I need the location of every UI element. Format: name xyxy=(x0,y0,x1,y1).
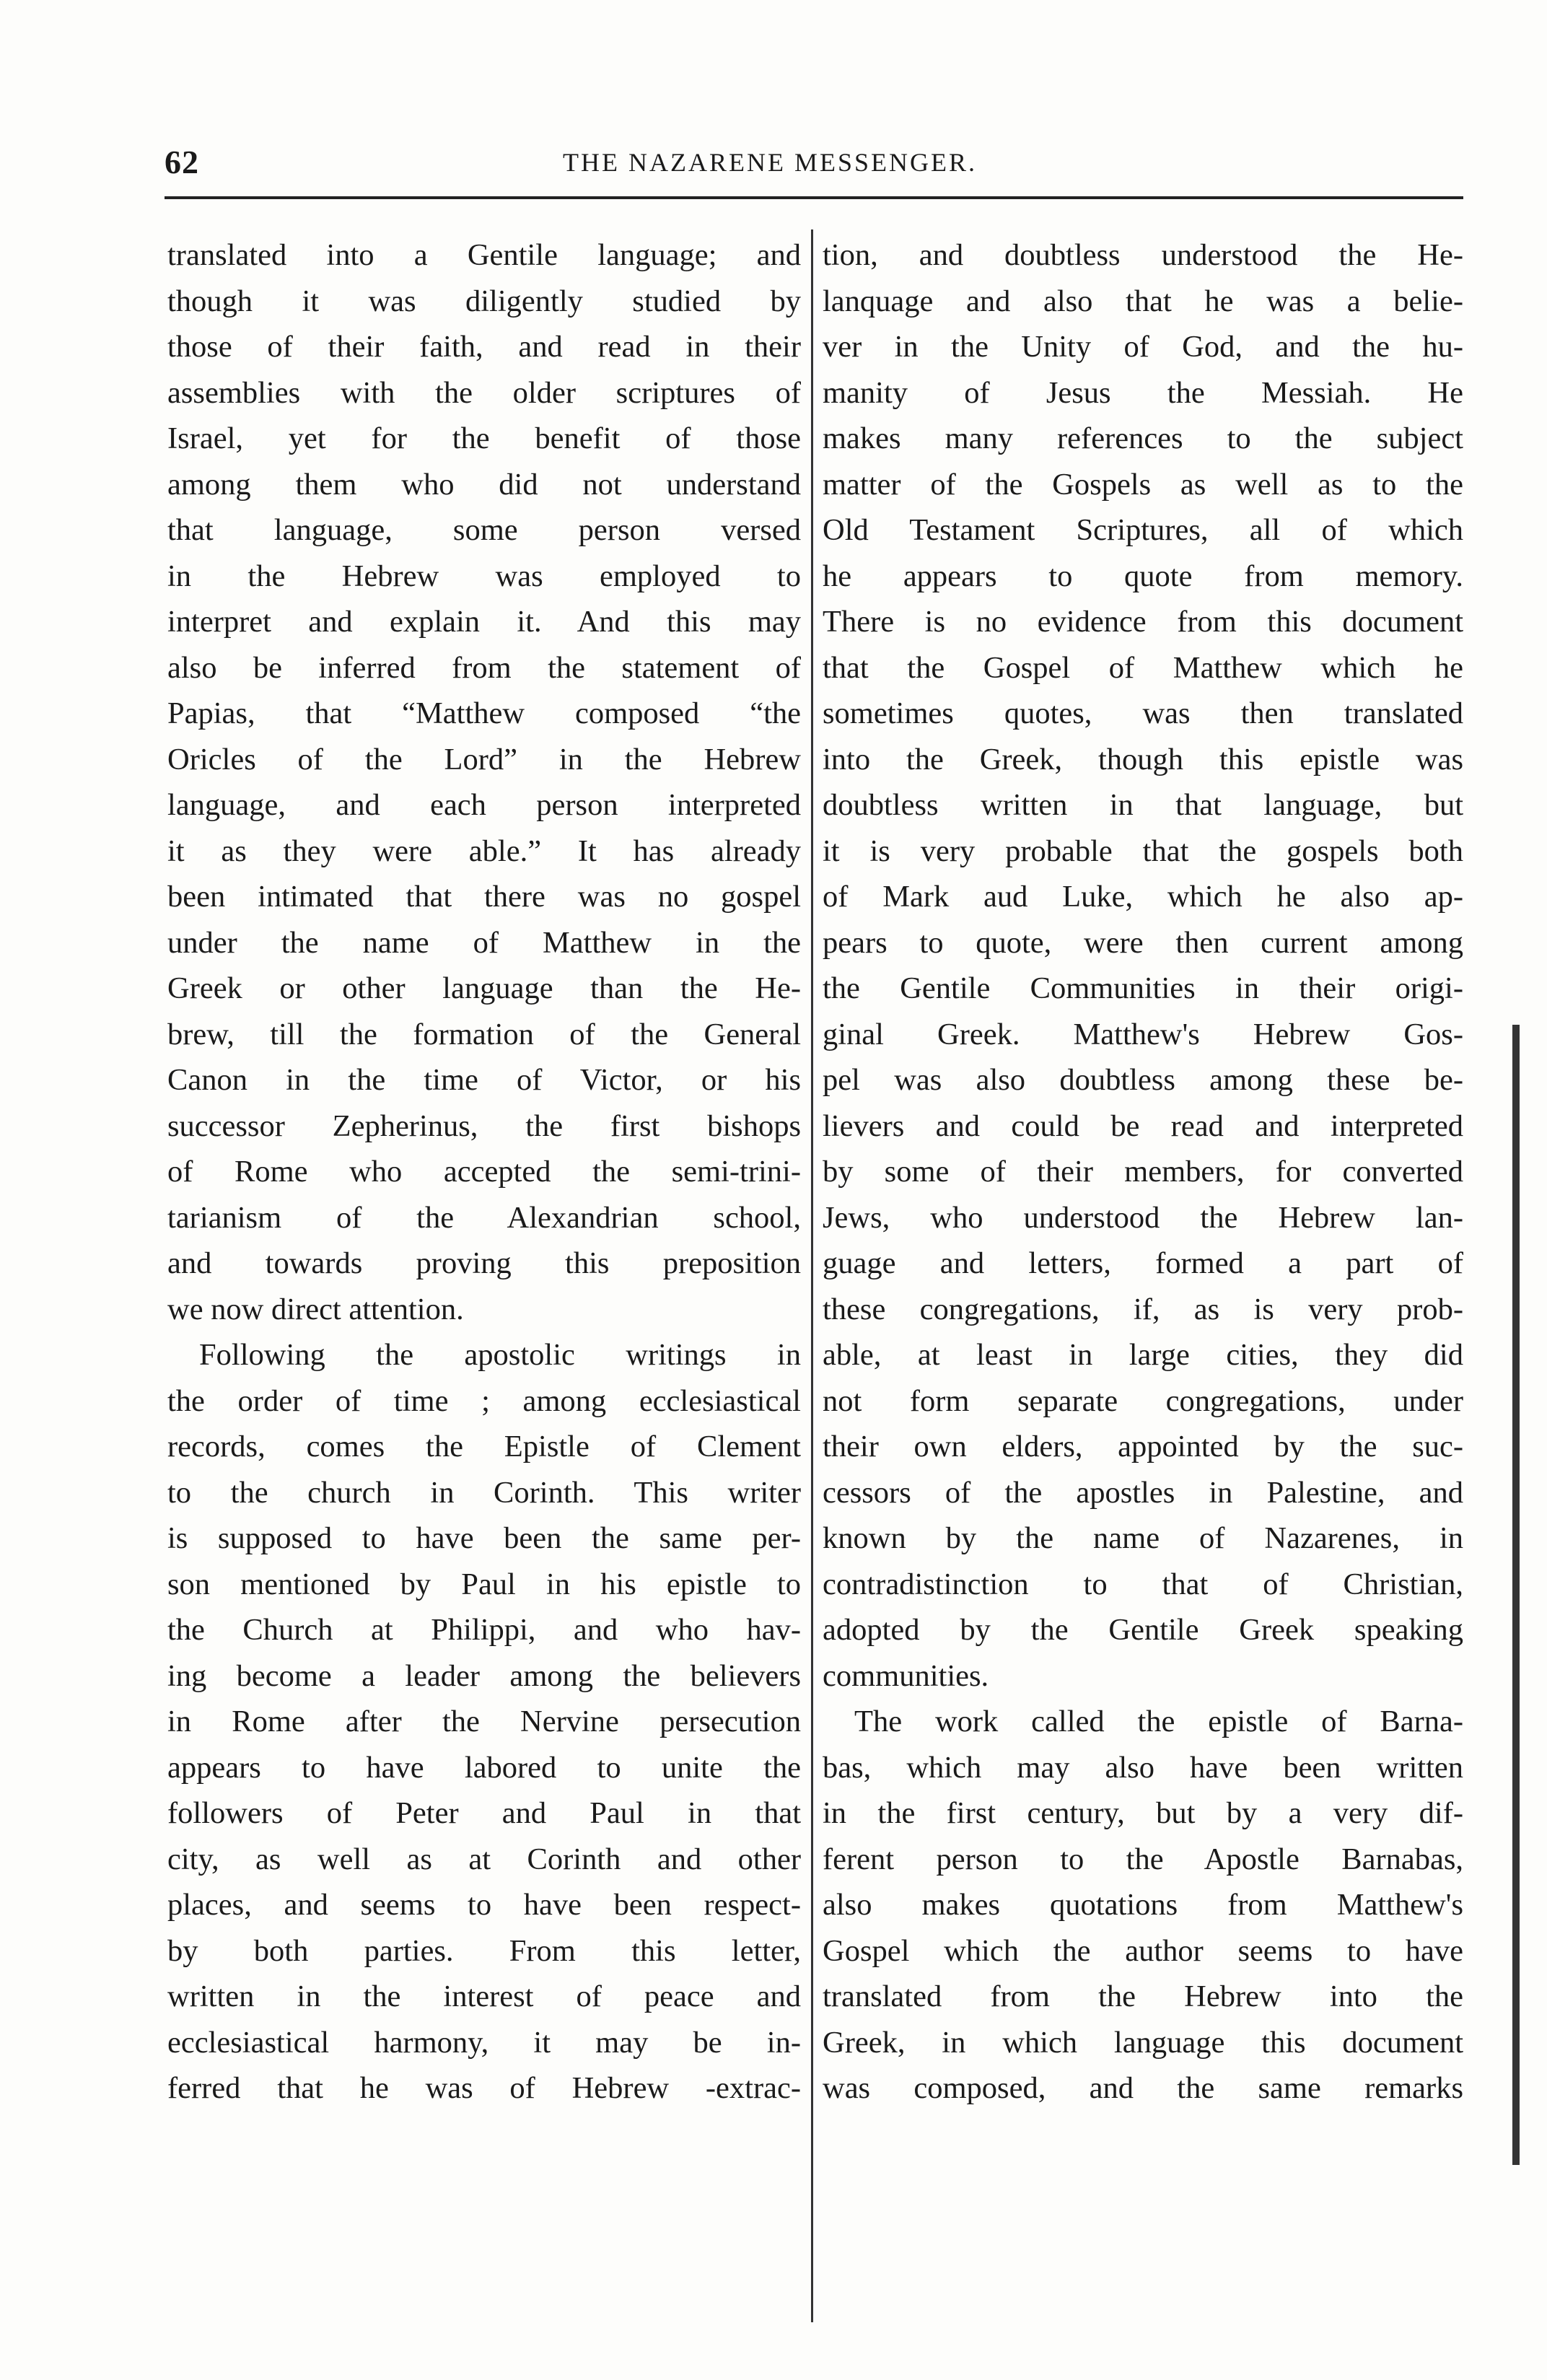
left-column-text-line: Papias, that “Matthew composed “the xyxy=(167,696,801,730)
right-column-text-line: bas, which may also have been written xyxy=(823,1750,1463,1785)
right-column-text-line: lanquage and also that he was a belie- xyxy=(823,284,1463,318)
right-column-text-line: Greek, in which language this document xyxy=(823,2025,1463,2060)
right-column-text-line: ver in the Unity of God, and the hu- xyxy=(823,330,1463,364)
right-column-text-line: of Mark aud Luke, which he also ap- xyxy=(823,880,1463,914)
right-column-text-line: pears to quote, were then current among xyxy=(823,925,1463,960)
right-column-text-line: makes many references to the subject xyxy=(823,421,1463,455)
left-column-text-line: Israel, yet for the benefit of those xyxy=(167,421,801,455)
right-column-text-line: Jews, who understood the Hebrew lan- xyxy=(823,1200,1463,1235)
right-column-text-line: was composed, and the same remarks xyxy=(823,2071,1463,2105)
right-column-text-line: ferent person to the Apostle Barnabas, xyxy=(823,1842,1463,1876)
right-column-text-line: adopted by the Gentile Greek speaking xyxy=(823,1613,1463,1647)
left-column-text-line: been intimated that there was no gospel xyxy=(167,880,801,914)
left-column-text-line: successor Zepherinus, the first bishops xyxy=(167,1108,801,1143)
right-column-text-line: There is no evidence from this document xyxy=(823,605,1463,639)
left-column-text-line: the order of time ; among ecclesiastical xyxy=(167,1383,801,1418)
right-column-text-line: in the first century, but by a very dif- xyxy=(823,1796,1463,1830)
column-divider xyxy=(811,229,813,2322)
right-column-text-line: doubtless written in that language, but xyxy=(823,788,1463,822)
right-column-text-line: not form separate congregations, under xyxy=(823,1383,1463,1418)
right-column-text-line: by some of their members, for converted xyxy=(823,1155,1463,1189)
right-column-text-line: it is very probable that the gospels both xyxy=(823,834,1463,868)
left-column-text-line: ecclesiastical harmony, it may be in- xyxy=(167,2025,801,2060)
left-column-text-line: though it was diligently studied by xyxy=(167,284,801,318)
right-column-text-line: also makes quotations from Matthew's xyxy=(823,1888,1463,1922)
header-rule xyxy=(165,196,1463,199)
scan-edge-mark xyxy=(1512,1025,1520,2165)
left-column-text-line: Canon in the time of Victor, or his xyxy=(167,1063,801,1097)
right-column xyxy=(823,232,1463,2112)
left-column-text-line: Following the apostolic writings in xyxy=(199,1338,801,1372)
right-column-text-line: ginal Greek. Matthew's Hebrew Gos- xyxy=(823,1017,1463,1051)
left-column-text-line: ing become a leader among the believers xyxy=(167,1658,801,1693)
left-column-text-line: under the name of Matthew in the xyxy=(167,925,801,960)
left-column-text-line: assemblies with the older scriptures of xyxy=(167,375,801,410)
right-column-text-line: translated from the Hebrew into the xyxy=(823,1979,1463,2013)
right-column-text-line: lievers and could be read and interpreted xyxy=(823,1108,1463,1143)
right-column-text-line: known by the name of Nazarenes, in xyxy=(823,1521,1463,1555)
left-column-text-line: those of their faith, and read in their xyxy=(167,330,801,364)
right-column-text-line: contradistinction to that of Christian, xyxy=(823,1567,1463,1601)
left-column-text-line: we now direct attention. xyxy=(167,1292,464,1326)
right-column-text-line: tion, and doubtless understood the He- xyxy=(823,238,1463,272)
left-column-text-line: also be inferred from the statement of xyxy=(167,650,801,685)
left-column-text-line: to the church in Corinth. This writer xyxy=(167,1475,801,1510)
left-column-text-line: is supposed to have been the same per- xyxy=(167,1521,801,1555)
right-column-text-line: sometimes quotes, was then translated xyxy=(823,696,1463,730)
left-column-text-line: followers of Peter and Paul in that xyxy=(167,1796,801,1830)
left-column-text-line: it as they were able.” It has already xyxy=(167,834,801,868)
left-column-text-line: the Church at Philippi, and who hav- xyxy=(167,1613,801,1647)
right-column-text-line: these congregations, if, as is very prob- xyxy=(823,1292,1463,1326)
right-column-text-line: guage and letters, formed a part of xyxy=(823,1246,1463,1280)
left-column-text-line: in Rome after the Nervine persecution xyxy=(167,1705,801,1738)
left-column-text-line: Greek or other language than the He- xyxy=(167,971,801,1005)
right-column-text-line: communities. xyxy=(823,1658,989,1693)
right-column-text-line: manity of Jesus the Messiah. He xyxy=(823,375,1463,410)
right-column-text-line: pel was also doubtless among these be- xyxy=(823,1063,1463,1097)
left-column-text-line: written in the interest of peace and xyxy=(167,1979,801,2013)
left-column-text-line: son mentioned by Paul in his epistle to xyxy=(167,1567,801,1601)
page-number: 62 xyxy=(165,144,199,180)
left-column-text-line: places, and seems to have been respect- xyxy=(167,1888,801,1922)
left-column-text-line: ferred that he was of Hebrew -extrac- xyxy=(167,2071,801,2105)
running-head: THE NAZARENE MESSENGER. xyxy=(563,148,977,177)
right-column-text-line: cessors of the apostles in Palestine, and xyxy=(823,1475,1463,1510)
right-column-text-line: able, at least in large cities, they did xyxy=(823,1338,1463,1372)
right-column-text-line: their own elders, appointed by the suc- xyxy=(823,1430,1463,1464)
right-column-text-line: Old Testament Scriptures, all of which xyxy=(823,513,1463,547)
left-column-text-line: interpret and explain it. And this may xyxy=(167,605,801,639)
left-column-text-line: in the Hebrew was employed to xyxy=(167,559,801,593)
left-column-text-line: tarianism of the Alexandrian school, xyxy=(167,1200,801,1235)
left-column-text-line: Oricles of the Lord” in the Hebrew xyxy=(167,742,801,776)
right-column-text-line: that the Gospel of Matthew which he xyxy=(823,650,1463,685)
left-column-text-line: of Rome who accepted the semi-trini- xyxy=(167,1155,801,1189)
right-column-text-line: he appears to quote from memory. xyxy=(823,559,1463,593)
left-column-text-line: brew, till the formation of the General xyxy=(167,1017,801,1051)
left-column-text-line: records, comes the Epistle of Clement xyxy=(167,1430,801,1464)
right-column-text-line: The work called the epistle of Barna- xyxy=(854,1705,1463,1738)
right-column-text-line: matter of the Gospels as well as to the xyxy=(823,467,1463,502)
left-column-text-line: and towards proving this preposition xyxy=(167,1246,801,1280)
right-column-text-line: the Gentile Communities in their origi- xyxy=(823,971,1463,1005)
left-column-text-line: among them who did not understand xyxy=(167,467,801,502)
left-column-text-line: by both parties. From this letter, xyxy=(167,1933,801,1968)
left-column-text-line: translated into a Gentile language; and xyxy=(167,238,801,272)
left-column-text-line: that language, some person versed xyxy=(167,513,801,547)
left-column-text-line: language, and each person interpreted xyxy=(167,788,801,822)
right-column-text-line: into the Greek, though this epistle was xyxy=(823,742,1463,776)
right-column-text-line: Gospel which the author seems to have xyxy=(823,1933,1463,1968)
left-column xyxy=(167,232,801,2112)
left-column-text-line: city, as well as at Corinth and other xyxy=(167,1842,801,1876)
left-column-text-line: appears to have labored to unite the xyxy=(167,1750,801,1785)
